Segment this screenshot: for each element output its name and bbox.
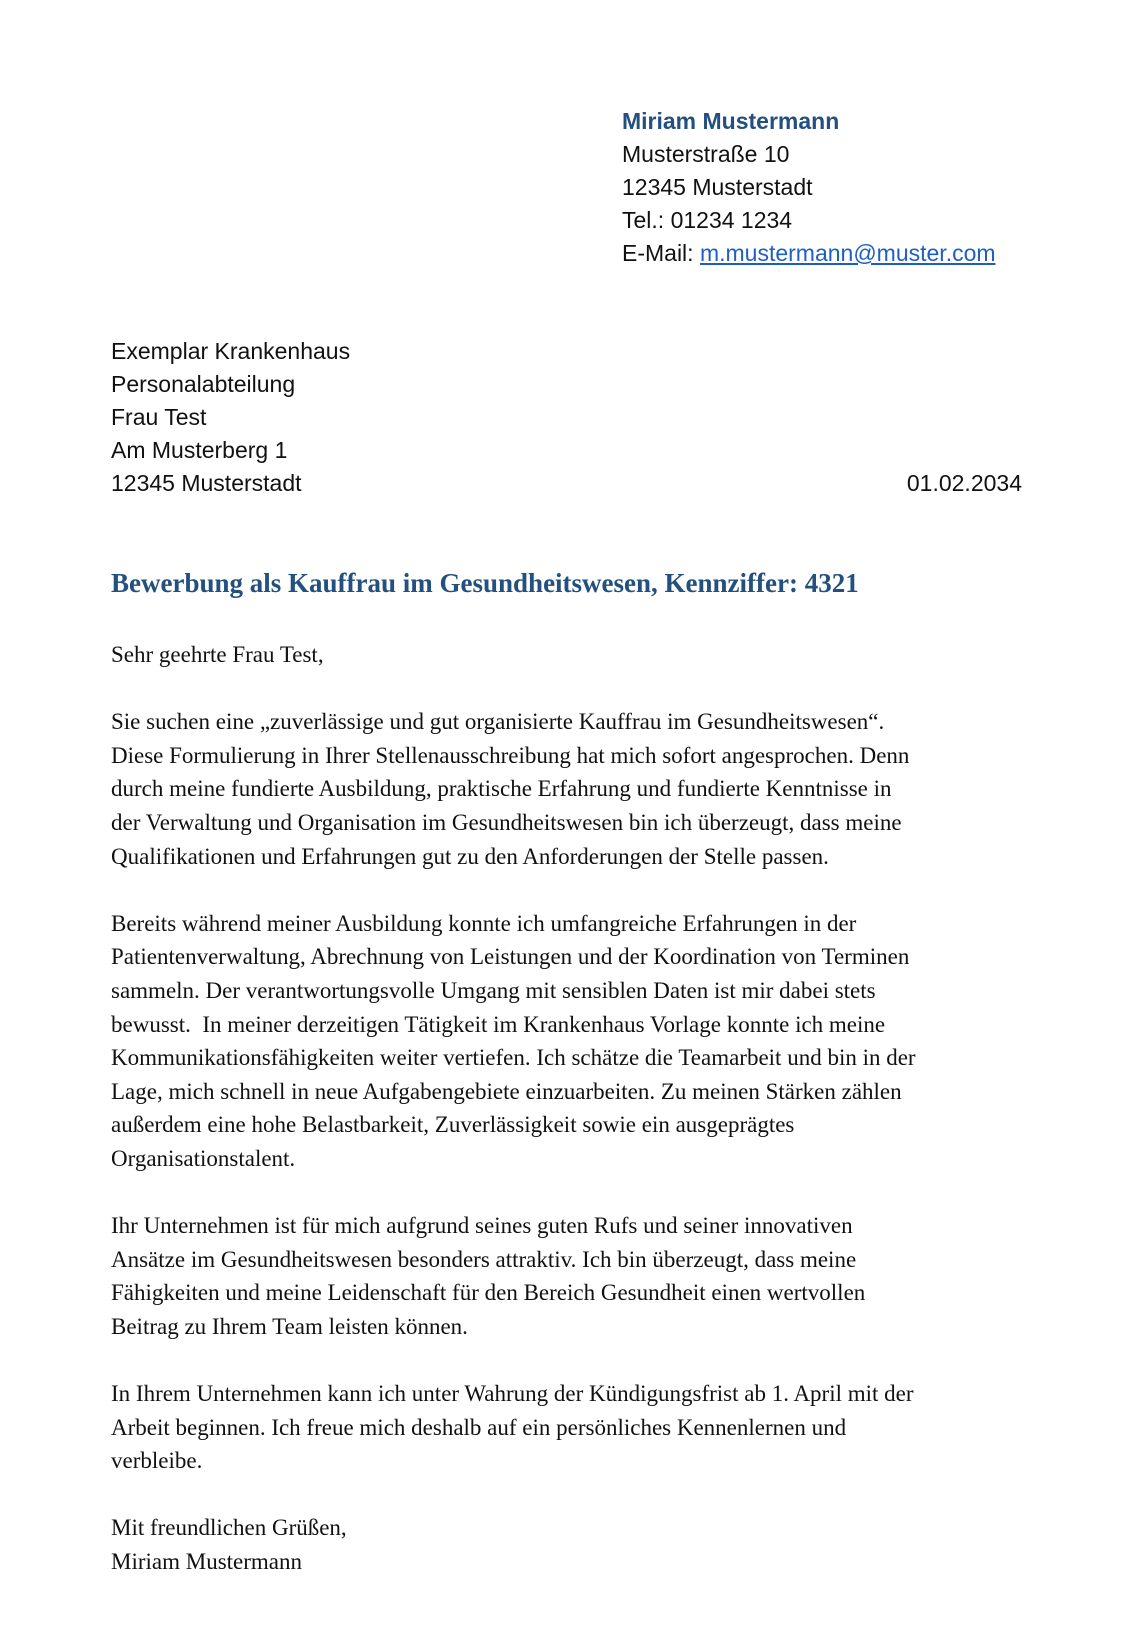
- sender-email-label: E-Mail:: [622, 240, 700, 266]
- recipient-contact: Frau Test: [111, 404, 207, 430]
- paragraph-4: [111, 1377, 1041, 1478]
- paragraph-line: Sie suchen eine „zuverlässige und gut organisierte Kauffrau im Gesundheitswesen“.: [111, 709, 885, 735]
- paragraph-line: Beitrag zu Ihrem Team leisten können.: [111, 1313, 468, 1339]
- paragraph-line: Arbeit beginnen. Ich freue mich deshalb auf ein persönliches Kennenlernen und: [111, 1414, 847, 1440]
- sender-city: 12345 Musterstadt: [622, 174, 813, 200]
- paragraph-line: In Ihrem Unternehmen kann ich unter Wahrung der Kündigungsfrist ab 1. April mit der: [111, 1381, 914, 1407]
- sender-email-link[interactable]: m.mustermann@muster.com: [699, 240, 996, 266]
- recipient-city: 12345 Musterstadt: [111, 470, 302, 496]
- paragraph-line: außerdem eine hohe Belastbarkeit, Zuverlässigkeit sowie ein ausgeprägtes: [111, 1112, 795, 1138]
- closing-text: Mit freundlichen Grüßen,: [111, 1515, 347, 1541]
- salutation: [111, 638, 1041, 672]
- paragraph-1: [111, 705, 1041, 873]
- recipient-company: Exemplar Krankenhaus: [111, 338, 351, 364]
- paragraph-line: Patientenverwaltung, Abrechnung von Leistungen und der Koordination von Terminen: [111, 944, 910, 970]
- paragraph-line: Fähigkeiten und meine Leidenschaft für den Bereich Gesundheit einen wertvollen: [111, 1280, 866, 1306]
- paragraph-2: [111, 907, 1041, 1176]
- paragraph-3: [111, 1209, 1041, 1343]
- sender-email-line: [622, 237, 996, 270]
- closing-block: [111, 1511, 1041, 1578]
- sender-street: Musterstraße 10: [622, 141, 790, 167]
- signature-name: Miriam Mustermann: [111, 1549, 302, 1575]
- recipient-block: [111, 335, 350, 500]
- letter-date: 01.02.2034: [906, 470, 1022, 496]
- paragraph-line: Organisationstalent.: [111, 1145, 296, 1171]
- paragraph-line: der Verwaltung und Organisation im Gesundheitswesen bin ich überzeugt, dass meine: [111, 809, 902, 835]
- paragraph-line: verbleibe.: [111, 1448, 203, 1474]
- paragraph-line: sammeln. Der verantwortungsvolle Umgang mit sensiblen Daten ist mir dabei stets: [111, 977, 876, 1003]
- letter-body: [111, 638, 1041, 1579]
- paragraph-line: Bereits während meiner Ausbildung konnte ich umfangreiche Erfahrungen in der: [111, 910, 857, 936]
- paragraph-line: Diese Formulierung in Ihrer Stellenausschreibung hat mich sofort angesprochen. Denn: [111, 742, 910, 768]
- salutation-text: Sehr geehrte Frau Test,: [111, 642, 324, 667]
- recipient-department: Personalabteilung: [111, 371, 296, 397]
- recipient-street: Am Musterberg 1: [111, 437, 288, 463]
- paragraph-line: Ansätze im Gesundheitswesen besonders attraktiv. Ich bin überzeugt, dass meine: [111, 1246, 857, 1272]
- sender-phone: Tel.: 01234 1234: [622, 207, 793, 233]
- paragraph-line: durch meine fundierte Ausbildung, praktische Erfahrung und fundierte Kenntnisse in: [111, 776, 892, 802]
- paragraph-line: Ihr Unternehmen ist für mich aufgrund seines guten Rufs und seiner innovativen: [111, 1213, 853, 1239]
- paragraph-line: bewusst. In meiner derzeitigen Tätigkeit im Krankenhaus Vorlage konnte ich meine: [111, 1011, 886, 1037]
- subject-line: Bewerbung als Kauffrau im Gesundheitswesen, Kennziffer: 4321: [111, 568, 859, 598]
- sender-name: Miriam Mustermann: [622, 108, 840, 134]
- sender-block: [622, 105, 996, 270]
- paragraph-line: Qualifikationen und Erfahrungen gut zu den Anforderungen der Stelle passen.: [111, 843, 829, 869]
- paragraph-line: Kommunikationsfähigkeiten weiter vertiefen. Ich schätze die Teamarbeit und bin in der: [111, 1045, 916, 1071]
- paragraph-line: Lage, mich schnell in neue Aufgabengebiete einzuarbeiten. Zu meinen Stärken zählen: [111, 1078, 902, 1104]
